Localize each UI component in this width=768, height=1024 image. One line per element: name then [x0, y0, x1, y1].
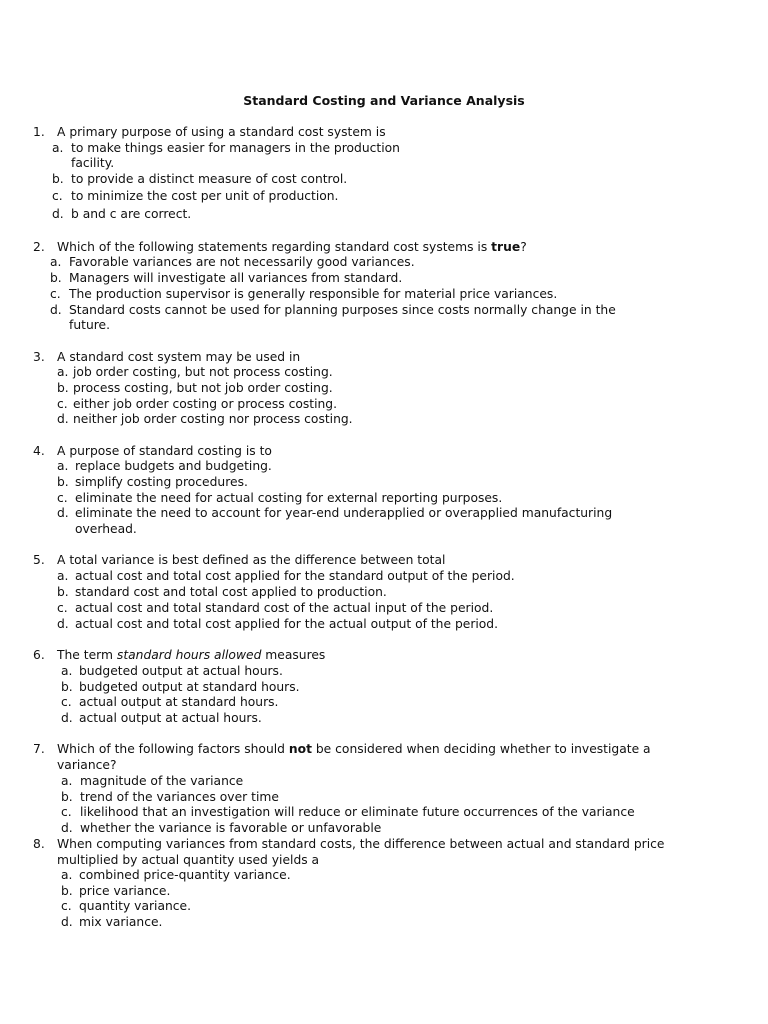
emphasis-bold: true — [491, 240, 521, 254]
option-text: actual cost and total standard cost of the actual input of the period. — [75, 601, 494, 615]
option-text: The production supervisor is generally responsible for material price variances. — [69, 287, 558, 301]
option-text: Managers will investigate all variances from standard. — [69, 271, 403, 285]
option-letter: d. — [61, 711, 73, 725]
option-letter: a. — [57, 459, 69, 473]
question-stem-cont: variance? — [57, 758, 117, 772]
option-letter: d. — [57, 412, 69, 426]
option-letter: c. — [57, 601, 68, 615]
option-text: actual cost and total cost applied for the standard output of the period. — [75, 569, 515, 583]
question-stem-cont: multiplied by actual quantity used yields a — [57, 853, 320, 867]
option-letter: a. — [61, 774, 73, 788]
option-letter: c. — [61, 695, 72, 709]
option-text: magnitude of the variance — [80, 774, 244, 788]
option-letter: a. — [50, 255, 62, 269]
option-text: standard cost and total cost applied to production. — [75, 585, 387, 599]
emphasis-bold: not — [288, 742, 312, 756]
question-number: 1. — [33, 125, 45, 139]
option-text: actual output at standard hours. — [79, 695, 279, 709]
option-text: budgeted output at actual hours. — [79, 664, 283, 678]
option-letter: b. — [57, 381, 69, 395]
option-letter: d. — [61, 915, 73, 929]
option-text: price variance. — [79, 884, 171, 898]
option-text: job order costing, but not process costing. — [73, 365, 333, 379]
option-letter: c. — [50, 287, 61, 301]
option-text: mix variance. — [79, 915, 163, 929]
question-number: 8. — [33, 837, 45, 851]
emphasis-italic: standard hours allowed — [116, 648, 262, 662]
option-letter: c. — [57, 397, 68, 411]
option-letter: b. — [57, 475, 69, 489]
option-letter: b. — [61, 680, 73, 694]
option-letter: a. — [61, 868, 73, 882]
option-text: Favorable variances are not necessarily good variances. — [69, 255, 415, 269]
option-text: trend of the variances over time — [80, 790, 279, 804]
option-text: whether the variance is favorable or unfavorable — [80, 821, 382, 835]
question-stem: A standard cost system may be used in — [57, 350, 301, 364]
option-text: simplify costing procedures. — [75, 475, 248, 489]
option-text: Standard costs cannot be used for planning purposes since costs normally change in the — [69, 303, 616, 317]
question-number: 4. — [33, 444, 45, 458]
question-number: 3. — [33, 350, 45, 364]
option-letter: c. — [57, 491, 68, 505]
option-text: quantity variance. — [79, 899, 192, 913]
question-stem: When computing variances from standard costs, the difference between actual and standard price — [57, 837, 665, 851]
option-letter: a. — [52, 141, 64, 155]
option-letter: b. — [61, 884, 73, 898]
option-letter: b. — [61, 790, 73, 804]
option-text: combined price-quantity variance. — [79, 868, 291, 882]
option-text-cont: facility. — [71, 156, 115, 170]
option-text: actual cost and total cost applied for the actual output of the period. — [75, 617, 499, 631]
option-text: eliminate the need for actual costing for external reporting purposes. — [75, 491, 503, 505]
question-number: 5. — [33, 553, 45, 567]
option-text: replace budgets and budgeting. — [75, 459, 272, 473]
option-text: eliminate the need to account for year-end underapplied or overapplied manufacturing — [75, 506, 613, 520]
option-letter: c. — [61, 805, 72, 819]
option-letter: a. — [57, 569, 69, 583]
option-letter: d. — [57, 617, 69, 631]
question-stem: Which of the following factors should not be considered when deciding whether to investigate a — [57, 742, 651, 756]
option-letter: d. — [57, 506, 69, 520]
option-text: process costing, but not job order costing. — [73, 381, 333, 395]
question-number: 2. — [33, 240, 45, 254]
question-number: 6. — [33, 648, 45, 662]
option-letter: b. — [57, 585, 69, 599]
option-text: neither job order costing nor process costing. — [73, 412, 353, 426]
option-text: to minimize the cost per unit of production. — [71, 189, 339, 203]
question-stem: The term standard hours allowed measures — [57, 648, 326, 662]
question-number: 7. — [33, 742, 45, 756]
question-stem: Which of the following statements regarding standard cost systems is true? — [57, 240, 527, 254]
option-letter: a. — [57, 365, 69, 379]
option-letter: d. — [52, 207, 64, 221]
option-text-cont: overhead. — [75, 522, 137, 536]
option-text: to make things easier for managers in the production — [71, 141, 400, 155]
document-title: Standard Costing and Variance Analysis — [243, 93, 525, 108]
option-letter: d. — [50, 303, 62, 317]
option-text: likelihood that an investigation will reduce or eliminate future occurrences of the variance — [80, 805, 635, 819]
option-text: to provide a distinct measure of cost control. — [71, 172, 348, 186]
option-letter: b. — [52, 172, 64, 186]
option-letter: b. — [50, 271, 62, 285]
question-stem: A purpose of standard costing is to — [57, 444, 272, 458]
option-text: budgeted output at standard hours. — [79, 680, 300, 694]
option-text: either job order costing or process costing. — [73, 397, 338, 411]
option-text: actual output at actual hours. — [79, 711, 262, 725]
option-letter: a. — [61, 664, 73, 678]
option-letter: c. — [61, 899, 72, 913]
option-letter: c. — [52, 189, 63, 203]
option-text-cont: future. — [69, 318, 110, 332]
question-stem: A primary purpose of using a standard cost system is — [57, 125, 386, 139]
option-letter: d. — [61, 821, 73, 835]
question-stem: A total variance is best defined as the difference between total — [57, 553, 446, 567]
option-text: b and c are correct. — [71, 207, 192, 221]
